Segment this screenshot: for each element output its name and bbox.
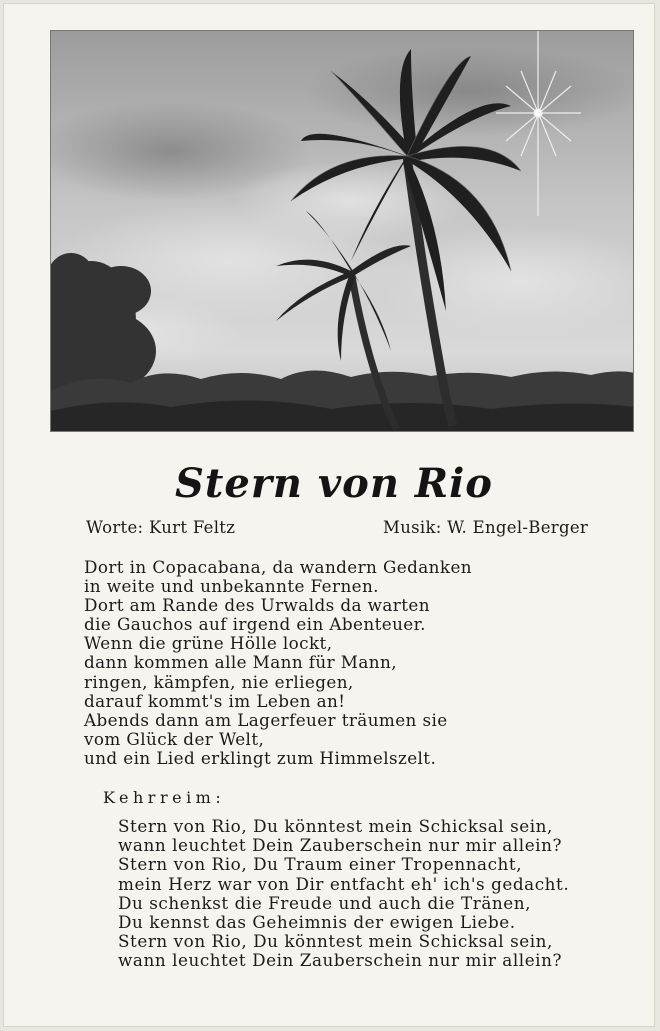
song-title: Stern von Rio [175, 460, 493, 507]
verse-line: Dort am Rande des Urwalds da warten [84, 595, 430, 616]
refrain-line: Stern von Rio, Du könntest mein Schicksal sein, [118, 931, 553, 952]
verse-line: und ein Lied erklingt zum Himmelszelt. [84, 747, 437, 768]
refrain-line: Du schenkst die Freude und auch die Tränen, [118, 892, 531, 913]
verse-line: in weite und unbekannte Fernen. [84, 576, 379, 597]
refrain-line: Du kennst das Geheimnis der ewigen Liebe. [118, 912, 516, 933]
verse-line: Dort in Copacabana, da wandern Gedanken [84, 557, 472, 577]
verse-line: ringen, kämpfen, nie erliegen, [84, 671, 354, 692]
refrain-heading: Kehrreim: [103, 788, 226, 807]
verse-line: vom Glück der Welt, [84, 728, 265, 749]
verse-line: Wenn die grüne Hölle lockt, [84, 633, 333, 654]
lyricist-credit: Worte: Kurt Feltz [86, 518, 236, 537]
verse-line: die Gauchos auf irgend ein Abenteuer. [84, 614, 426, 635]
palm-tree-photo [50, 30, 634, 432]
refrain-line: Stern von Rio, Du könntest mein Schicksal sein, [118, 816, 553, 836]
refrain-line: wann leuchtet Dein Zauberschein nur mir allein? [118, 950, 563, 971]
verse-line: dann kommen alle Mann für Mann, [84, 652, 397, 673]
verse-line: darauf kommt's im Leben an! [84, 690, 346, 711]
refrain-line: mein Herz war von Dir entfacht eh' ich's gedacht. [118, 873, 570, 894]
refrain-line: Stern von Rio, Du Traum einer Tropennacht, [118, 854, 523, 875]
verse-lyrics [84, 558, 472, 768]
refrain-line: wann leuchtet Dein Zauberschein nur mir allein? [118, 835, 563, 856]
composer-credit: Musik: W. Engel-Berger [383, 518, 589, 537]
refrain-lyrics [118, 817, 569, 971]
verse-line: Abends dann am Lagerfeuer träumen sie [84, 709, 448, 730]
